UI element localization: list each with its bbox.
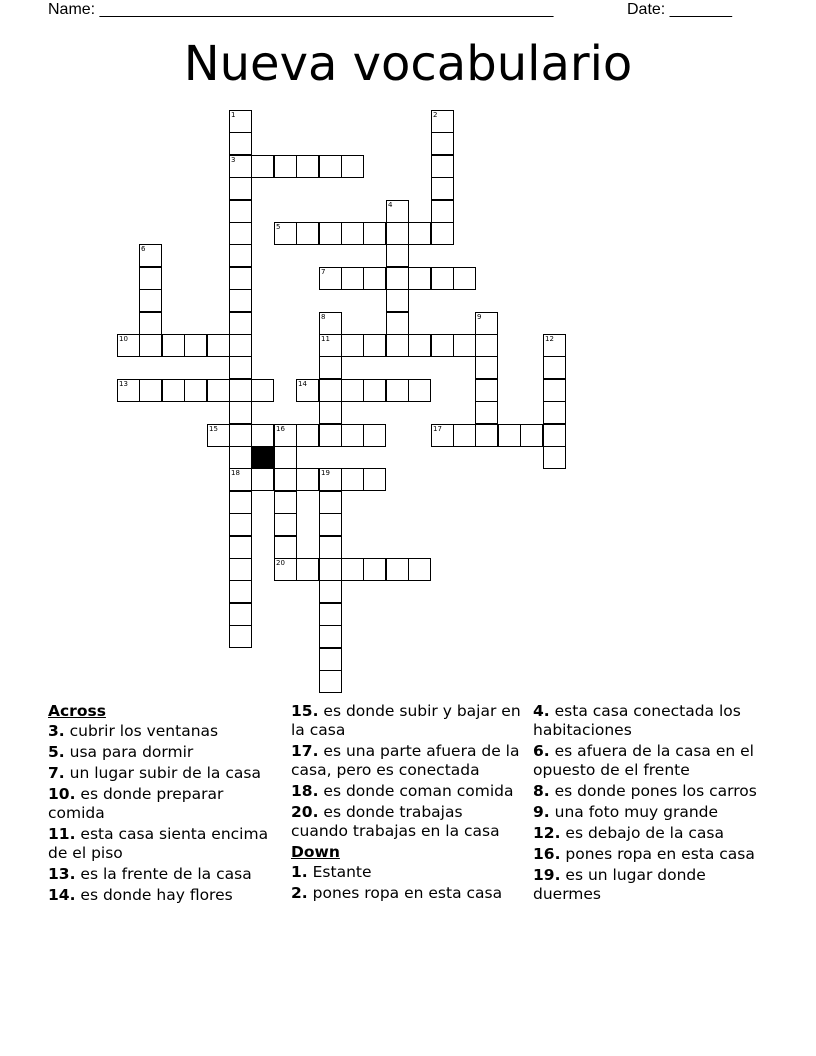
grid-cell[interactable] bbox=[408, 334, 431, 357]
grid-cell[interactable] bbox=[207, 424, 230, 447]
grid-cell[interactable] bbox=[319, 558, 342, 581]
grid-cell[interactable] bbox=[296, 424, 319, 447]
grid-cell[interactable] bbox=[229, 513, 252, 536]
grid-cell[interactable] bbox=[386, 558, 409, 581]
across-clue: 3. cubrir los ventanas bbox=[48, 722, 219, 740]
grid-cell[interactable] bbox=[319, 536, 342, 559]
down-clue: 9. una foto muy grande bbox=[533, 803, 719, 821]
grid-cell[interactable] bbox=[229, 401, 252, 424]
grid-cell[interactable] bbox=[341, 558, 364, 581]
across-clue: 17. es una parte afuera de la casa, pero es conectada bbox=[291, 742, 520, 779]
page-title: Nueva vocabulario bbox=[183, 36, 633, 92]
grid-cell[interactable] bbox=[229, 580, 252, 603]
cell-number: 2 bbox=[433, 111, 438, 119]
down-clue: 12. es debajo de la casa bbox=[533, 824, 725, 842]
grid-cell[interactable] bbox=[543, 379, 566, 402]
down-clue: 1. Estante bbox=[291, 863, 372, 881]
grid-cell[interactable] bbox=[363, 468, 386, 491]
grid-cell[interactable] bbox=[296, 155, 319, 178]
across-clue: 15. es donde subir y bajar en la casa bbox=[291, 702, 521, 739]
across-clue: 13. es la frente de la casa bbox=[48, 865, 252, 883]
grid-cell[interactable] bbox=[431, 334, 454, 357]
grid-cell[interactable] bbox=[117, 379, 140, 402]
grid-cell[interactable] bbox=[386, 244, 409, 267]
grid-cell[interactable] bbox=[229, 155, 252, 178]
across-heading: Across bbox=[48, 702, 106, 720]
across-clue: 7. un lugar subir de la casa bbox=[48, 764, 261, 782]
grid-cell[interactable] bbox=[319, 334, 342, 357]
cell-number: 10 bbox=[119, 335, 128, 343]
grid-cell[interactable] bbox=[341, 468, 364, 491]
grid-cell[interactable] bbox=[543, 446, 566, 469]
grid-cell[interactable] bbox=[229, 356, 252, 379]
cell-number: 14 bbox=[298, 380, 307, 388]
grid-cell[interactable] bbox=[319, 580, 342, 603]
grid-cell[interactable] bbox=[363, 558, 386, 581]
down-heading: Down bbox=[291, 843, 340, 861]
grid-cell[interactable] bbox=[274, 513, 297, 536]
grid-cell[interactable] bbox=[408, 267, 431, 290]
clue-column-2 bbox=[291, 702, 523, 905]
grid-cell[interactable] bbox=[319, 468, 342, 491]
grid-cell[interactable] bbox=[184, 334, 207, 357]
grid-cell[interactable] bbox=[274, 468, 297, 491]
grid-cell[interactable] bbox=[229, 110, 252, 133]
across-clue: 14. es donde hay flores bbox=[48, 886, 233, 904]
grid-cell[interactable] bbox=[207, 334, 230, 357]
grid-cell[interactable] bbox=[139, 267, 162, 290]
cell-number: 5 bbox=[276, 223, 281, 231]
cell-number: 9 bbox=[477, 313, 482, 321]
grid-cell[interactable] bbox=[431, 267, 454, 290]
grid-cell[interactable] bbox=[475, 312, 498, 335]
grid-cell[interactable] bbox=[453, 267, 476, 290]
grid-cell[interactable] bbox=[386, 200, 409, 223]
across-clue: 10. es donde preparar comida bbox=[48, 785, 224, 822]
grid-cell[interactable] bbox=[162, 334, 185, 357]
cell-number: 19 bbox=[321, 469, 330, 477]
grid-cell[interactable] bbox=[475, 334, 498, 357]
grid-cell[interactable] bbox=[319, 222, 342, 245]
grid-cell[interactable] bbox=[229, 446, 252, 469]
grid-cell[interactable] bbox=[296, 222, 319, 245]
down-clue: 4. esta casa conectada los habitaciones bbox=[533, 702, 741, 739]
grid-cell[interactable] bbox=[431, 200, 454, 223]
grid-cell[interactable] bbox=[453, 334, 476, 357]
grid-cell[interactable] bbox=[431, 424, 454, 447]
grid-cell[interactable] bbox=[543, 401, 566, 424]
grid-cell[interactable] bbox=[543, 424, 566, 447]
grid-cell[interactable] bbox=[319, 356, 342, 379]
grid-cell[interactable] bbox=[207, 379, 230, 402]
grid-cell[interactable] bbox=[363, 424, 386, 447]
grid-cell[interactable] bbox=[139, 379, 162, 402]
grid-cell[interactable] bbox=[229, 312, 252, 335]
cell-number: 6 bbox=[141, 245, 146, 253]
grid-cell[interactable] bbox=[363, 267, 386, 290]
grid-cell[interactable] bbox=[386, 222, 409, 245]
clue-column-1 bbox=[48, 702, 280, 907]
down-clue: 16. pones ropa en esta casa bbox=[533, 845, 755, 863]
grid-cell[interactable] bbox=[229, 177, 252, 200]
grid-cell[interactable] bbox=[274, 536, 297, 559]
grid-cell[interactable] bbox=[229, 536, 252, 559]
grid-cell[interactable] bbox=[229, 468, 252, 491]
grid-cell[interactable] bbox=[229, 267, 252, 290]
grid-cell[interactable] bbox=[319, 513, 342, 536]
grid-cell[interactable] bbox=[296, 468, 319, 491]
grid-cell[interactable] bbox=[543, 356, 566, 379]
across-clue: 18. es donde coman comida bbox=[291, 782, 514, 800]
grid-cell[interactable] bbox=[229, 222, 252, 245]
grid-cell[interactable] bbox=[341, 334, 364, 357]
grid-cell[interactable] bbox=[431, 177, 454, 200]
grid-cell[interactable] bbox=[341, 155, 364, 178]
cell-number: 12 bbox=[545, 335, 554, 343]
grid-cell[interactable] bbox=[274, 491, 297, 514]
down-clue: 19. es un lugar donde duermes bbox=[533, 866, 706, 903]
grid-cell[interactable] bbox=[319, 670, 342, 693]
cell-number: 4 bbox=[388, 201, 393, 209]
down-clue: 6. es afuera de la casa en el opuesto de el frente bbox=[533, 742, 754, 779]
grid-cell[interactable] bbox=[431, 132, 454, 155]
grid-cell[interactable] bbox=[229, 424, 252, 447]
grid-cell[interactable] bbox=[229, 603, 252, 626]
grid-cell[interactable] bbox=[251, 424, 274, 447]
grid-cell[interactable] bbox=[363, 334, 386, 357]
grid-cell[interactable] bbox=[296, 558, 319, 581]
grid-cell[interactable] bbox=[408, 222, 431, 245]
cell-number: 1 bbox=[231, 111, 236, 119]
grid-cell[interactable] bbox=[475, 424, 498, 447]
grid-cell[interactable] bbox=[139, 312, 162, 335]
grid-cell[interactable] bbox=[274, 222, 297, 245]
grid-cell[interactable] bbox=[431, 110, 454, 133]
grid-cell[interactable] bbox=[229, 625, 252, 648]
grid-cell[interactable] bbox=[408, 379, 431, 402]
across-clue: 20. es donde trabajas cuando trabajas en la casa bbox=[291, 803, 500, 840]
grid-cell[interactable] bbox=[520, 424, 543, 447]
grid-cell[interactable] bbox=[408, 558, 431, 581]
grid-cell[interactable] bbox=[475, 356, 498, 379]
down-clue: 2. pones ropa en esta casa bbox=[291, 884, 503, 902]
grid-cell[interactable] bbox=[229, 334, 252, 357]
grid-cell[interactable] bbox=[139, 334, 162, 357]
cell-number: 3 bbox=[231, 156, 236, 164]
grid-cell[interactable] bbox=[296, 379, 319, 402]
grid-cell[interactable] bbox=[319, 491, 342, 514]
grid-cell[interactable] bbox=[229, 200, 252, 223]
cell-number: 20 bbox=[276, 559, 285, 567]
grid-cell[interactable] bbox=[117, 334, 140, 357]
grid-cell[interactable] bbox=[363, 379, 386, 402]
grid-cell[interactable] bbox=[274, 558, 297, 581]
grid-cell[interactable] bbox=[274, 446, 297, 469]
cell-number: 11 bbox=[321, 335, 330, 343]
down-clue: 8. es donde pones los carros bbox=[533, 782, 757, 800]
cell-number: 7 bbox=[321, 268, 326, 276]
grid-cell[interactable] bbox=[319, 312, 342, 335]
grid-cell[interactable] bbox=[319, 379, 342, 402]
grid-cell[interactable] bbox=[386, 334, 409, 357]
grid-cell[interactable] bbox=[229, 289, 252, 312]
cell-number: 8 bbox=[321, 313, 326, 321]
grid-block bbox=[251, 446, 274, 469]
clue-column-3 bbox=[533, 702, 773, 906]
grid-cell[interactable] bbox=[162, 379, 185, 402]
across-clue: 11. esta casa sienta encima de el piso bbox=[48, 825, 269, 862]
grid-cell[interactable] bbox=[184, 379, 207, 402]
grid-cell[interactable] bbox=[386, 289, 409, 312]
grid-cell[interactable] bbox=[274, 424, 297, 447]
cell-number: 17 bbox=[433, 425, 442, 433]
grid-cell[interactable] bbox=[251, 155, 274, 178]
grid-cell[interactable] bbox=[229, 379, 252, 402]
grid-cell[interactable] bbox=[453, 424, 476, 447]
date-field[interactable]: Date: _______ bbox=[627, 1, 732, 18]
grid-cell[interactable] bbox=[431, 155, 454, 178]
cell-number: 16 bbox=[276, 425, 285, 433]
grid-cell[interactable] bbox=[431, 222, 454, 245]
grid-cell[interactable] bbox=[139, 289, 162, 312]
grid-cell[interactable] bbox=[251, 468, 274, 491]
grid-cell[interactable] bbox=[274, 155, 297, 178]
grid-cell[interactable] bbox=[386, 379, 409, 402]
grid-cell[interactable] bbox=[475, 401, 498, 424]
grid-cell[interactable] bbox=[229, 132, 252, 155]
grid-cell[interactable] bbox=[341, 267, 364, 290]
grid-cell[interactable] bbox=[319, 648, 342, 671]
grid-cell[interactable] bbox=[498, 424, 521, 447]
grid-cell[interactable] bbox=[229, 244, 252, 267]
grid-cell[interactable] bbox=[251, 379, 274, 402]
grid-cell[interactable] bbox=[139, 244, 162, 267]
grid-cell[interactable] bbox=[341, 424, 364, 447]
grid-cell[interactable] bbox=[386, 267, 409, 290]
grid-cell[interactable] bbox=[229, 491, 252, 514]
cell-number: 13 bbox=[119, 380, 128, 388]
cell-number: 15 bbox=[209, 425, 218, 433]
name-field[interactable]: Name: ___________________________________________________ bbox=[48, 1, 554, 18]
grid-cell[interactable] bbox=[319, 267, 342, 290]
across-clue: 5. usa para dormir bbox=[48, 743, 194, 761]
grid-cell[interactable] bbox=[543, 334, 566, 357]
grid-cell[interactable] bbox=[319, 625, 342, 648]
grid-cell[interactable] bbox=[229, 558, 252, 581]
cell-number: 18 bbox=[231, 469, 240, 477]
grid-cell[interactable] bbox=[363, 222, 386, 245]
grid-cell[interactable] bbox=[319, 155, 342, 178]
grid-cell[interactable] bbox=[475, 379, 498, 402]
grid-cell[interactable] bbox=[319, 603, 342, 626]
grid-cell[interactable] bbox=[386, 312, 409, 335]
grid-cell[interactable] bbox=[341, 222, 364, 245]
grid-cell[interactable] bbox=[341, 379, 364, 402]
grid-cell[interactable] bbox=[319, 424, 342, 447]
grid-cell[interactable] bbox=[319, 401, 342, 424]
